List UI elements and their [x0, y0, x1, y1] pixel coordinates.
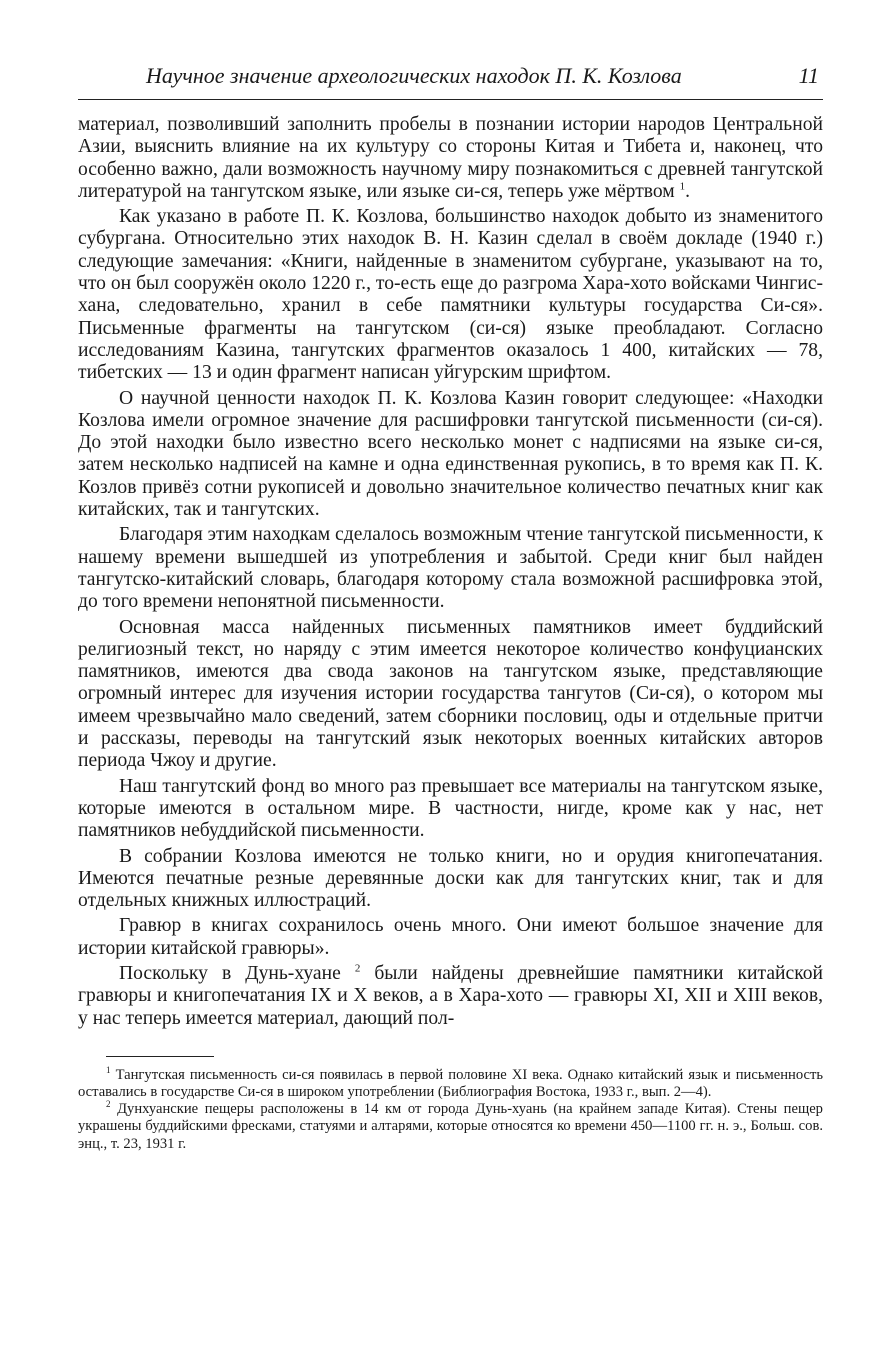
paragraph: В собрании Козлова имеются не только книги, но и орудия книгопечатания. Имеются печатные резные деревянные доски как для тангутских книг, так и для отдельных книжных иллюстраций.: [78, 845, 823, 912]
paragraph: Поскольку в Дунь-хуане $^2$ были найдены древнейшие памятники китайской гравюры и книгопечатания IX и X веков, а в Хара-хото — гравюры XI, XII и XIII веков, у нас теперь имеется материал, дающий пол-: [78, 962, 824, 1029]
paragraph: Благодаря этим находкам сделалось возможным чтение тангутской письменности, к нашему времени вышедшей из употребления и забытой. Среди книг был найден тангутско-китайский словарь, благодаря которому стала возможной расшифровка этой, до того времени непонятной письменности.: [78, 524, 823, 613]
footnote-divider: [106, 1056, 214, 1057]
paragraph: Наш тангутский фонд во много раз превышает все материалы на тангутском языке, которые имеются в остальном мире. В частности, нигде, кроме как у нас, нет памятников небуддийской письменности.: [78, 775, 823, 842]
footnote-ref: 2: [354, 962, 361, 975]
footnote-mark: 1: [106, 1065, 111, 1076]
footnote-ref: 1: [679, 180, 686, 193]
paragraph: Как указано в работе П. К. Козлова, большинство находок добыто из знаменитого субургана. Относительно этих находок В. Н. Казин сделал в своём докладе (1940 г.) следующие замечания: «Книги, найденные в знаменитом субургане, указывают на то, что он был сооружён около 1220 г., то-есть еще до разгрома Хара-хото войсками Чингис-хана, следовательно, хранил в себе памятники культуры государства Си-ся». Письменные фрагменты на тангутском (си-ся) языке преобладают. Согласно исследованиям Казина, тангутских фрагментов оказалось 1 400, китайских — 78, тибетских — 13 и один фрагмент написан уйгурским шрифтом.: [78, 206, 823, 384]
running-header: [78, 55, 823, 100]
page-number: 11: [798, 63, 819, 88]
footnote: $^1$ Тангутская письменность си-ся появилась в первой половине XI века. Однако китайский язык и письменность оставались в государстве Си-ся в широком употреблении (Библиография Востока, 1933 г., вып. 2—4).: [78, 1065, 823, 1101]
paragraph: материал, позволивший заполнить пробелы в познании истории народов Центральной Азии, выяснить влияние на их культуру со стороны Китая и Тибета и, наконец, что особенно важно, дали возможность научному миру познакомиться с древней тангутской литературой на тангутском языке, или языке си-ся, теперь уже мёртвом $^1$.: [78, 114, 823, 202]
paragraph: О научной ценности находок П. К. Козлова Казин говорит следующее: «Находки Козлова имели огромное значение для расшифровки тангутской письменности (си-ся). До этой находки было известно всего несколько монет с надписями на языке си-ся, затем несколько надписей на камне и одна единственная рукопись, в то время как П. К. Козлов привёз сотни рукописей и довольно значительное количество печатных книг как китайских, так и тангутских.: [78, 387, 823, 521]
paragraph: Основная масса найденных письменных памятников имеет буддийский религиозный текст, но наряду с этим имеется некоторое количество конфуцианских памятников, имеются два свода законов на тангутском языке, представляющие огромный интерес для изучения истории государства тангутов (Си-ся), о котором мы имеем чрезвычайно мало сведений, затем сборники пословиц, оды и отдельные притчи и рассказы, переводы на тангутский язык некоторых военных китайских авторов периода Чжоу и другие.: [78, 616, 823, 772]
running-title: Научное значение археологических находок П. К. Козлова: [146, 63, 682, 88]
footnote-mark: 2: [106, 1099, 111, 1110]
footnotes: [78, 1067, 823, 1153]
footnote: $^2$ Дунхуанские пещеры расположены в 14 км от города Дунь-хуань (на крайнем западе Китая). Стены пещер украшены буддийскими фресками, статуями и алтарями, которые относятся ко времени 450—1100 гг. н. э., Больш. сов. энц., т. 23, 1931 г.: [78, 1099, 823, 1152]
paragraph: Гравюр в книгах сохранилось очень много. Они имеют большое значение для истории китайской гравюры».: [78, 915, 823, 959]
main-text: [78, 114, 823, 1030]
book-page: [78, 55, 823, 1153]
